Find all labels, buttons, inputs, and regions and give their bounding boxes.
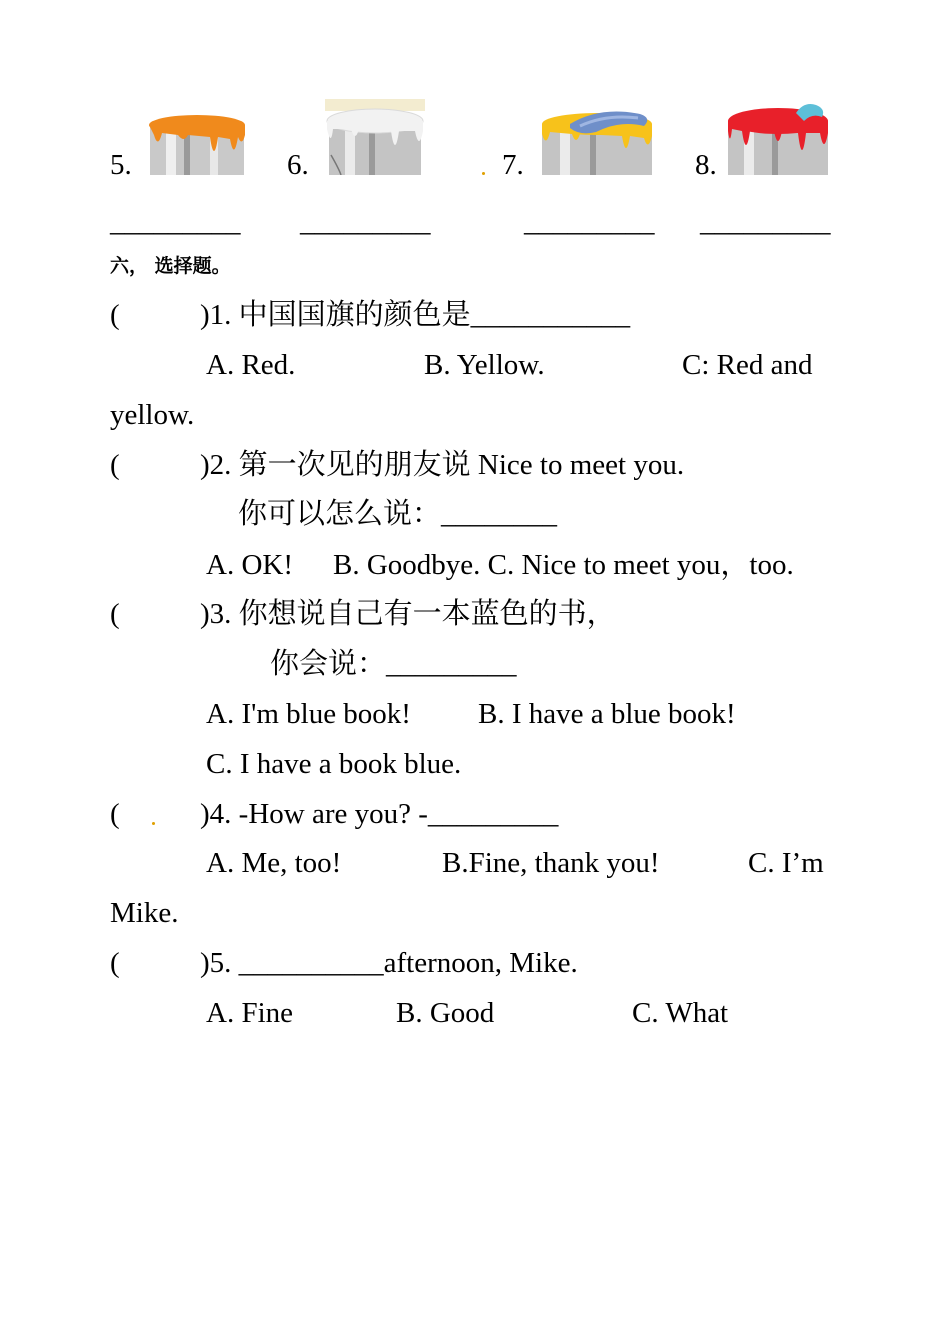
option-a[interactable]: A. Red. xyxy=(206,349,296,381)
option-b[interactable]: B.Fine, thank you! xyxy=(442,847,660,879)
answer-blank[interactable]: _________ xyxy=(524,206,655,238)
item-number: 5. xyxy=(110,149,132,181)
option-c[interactable]: C. What xyxy=(632,997,729,1029)
section-heading: 六， 选择题。 xyxy=(110,255,231,277)
option-c-continued: Mike. xyxy=(110,897,179,929)
option-c[interactable]: C. I have a book blue. xyxy=(206,748,462,780)
option-c-continued: yellow. xyxy=(110,399,195,431)
answer-paren[interactable]: ( xyxy=(110,947,120,979)
question-stem-line2: 你可以怎么说：________ xyxy=(238,498,558,530)
stray-mark xyxy=(152,822,155,825)
white-paint-can-icon xyxy=(325,99,425,175)
question-stem: )2. 第一次见的朋友说 Nice to meet you. xyxy=(200,449,685,481)
question-stem: )5. __________afternoon, Mike. xyxy=(200,947,578,979)
option-a[interactable]: A. I'm blue book! xyxy=(206,698,411,730)
item-number: 6. xyxy=(287,149,309,181)
answer-paren[interactable]: ( xyxy=(110,798,120,830)
option-b[interactable]: B. Yellow. xyxy=(424,349,545,381)
option-a[interactable]: A. OK! xyxy=(206,549,293,581)
option-b[interactable]: B. I have a blue book! xyxy=(478,698,736,730)
option-c[interactable]: C. I’m xyxy=(748,847,824,879)
answer-blank[interactable]: _________ xyxy=(110,206,241,238)
item-number: 8. xyxy=(695,149,717,181)
orange-paint-can-icon xyxy=(148,113,246,175)
question-stem: )3. 你想说自己有一本蓝色的书， xyxy=(200,598,616,630)
item-number: 7. xyxy=(502,149,524,181)
answer-blank[interactable]: _________ xyxy=(300,206,431,238)
option-c[interactable]: C: Red and xyxy=(682,349,813,381)
yellow-paint-can-icon xyxy=(540,110,654,175)
answer-paren[interactable]: ( xyxy=(110,449,120,481)
stray-mark xyxy=(482,172,485,175)
red-paint-can-icon xyxy=(726,103,830,175)
question-stem-line2: 你会说：_________ xyxy=(270,648,517,680)
question-stem: )4. -How are you? -_________ xyxy=(200,798,559,830)
option-b[interactable]: B. Good xyxy=(396,997,495,1029)
answer-paren[interactable]: ( xyxy=(110,598,120,630)
question-stem: )1. 中国国旗的颜色是___________ xyxy=(200,299,631,331)
answer-blank[interactable]: _________ xyxy=(700,206,831,238)
answer-paren[interactable]: ( xyxy=(110,299,120,331)
option-a[interactable]: A. Me, too! xyxy=(206,847,342,879)
option-b-c[interactable]: B. Goodbye. C. Nice to meet you，too. xyxy=(333,549,794,581)
option-a[interactable]: A. Fine xyxy=(206,997,293,1029)
